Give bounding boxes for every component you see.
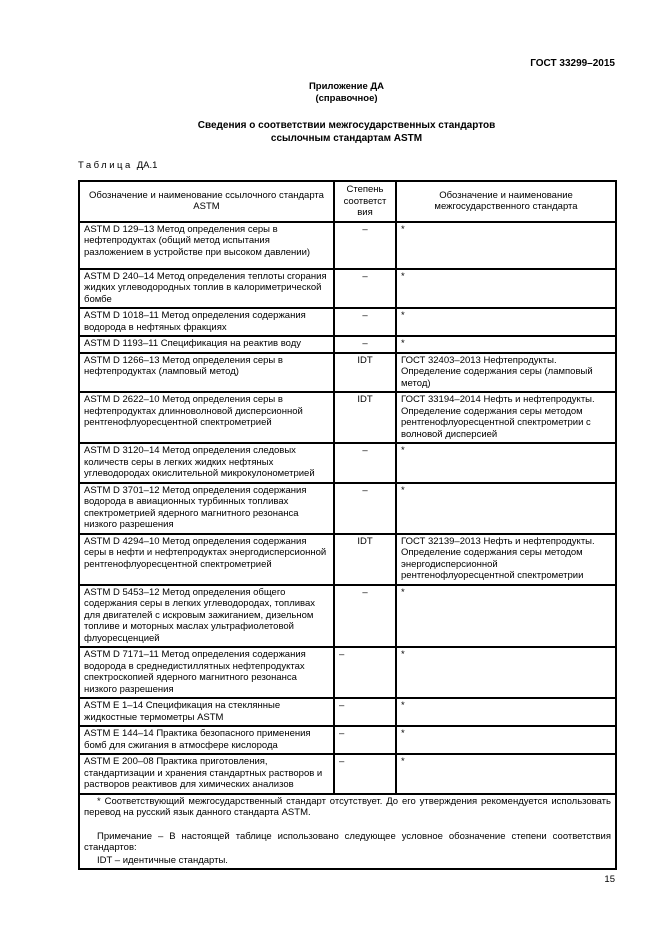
main-title-line2: ссылочным стандартам ASTM bbox=[270, 132, 423, 144]
gost-standard-cell: * bbox=[396, 308, 616, 336]
gost-standard-cell: * bbox=[396, 585, 616, 648]
gost-standard-cell: * bbox=[396, 647, 616, 698]
main-title bbox=[78, 119, 615, 145]
table-header bbox=[79, 181, 616, 222]
table-row bbox=[79, 585, 616, 648]
astm-standard-cell: ASTM D 1266–13 Метод определения серы в нефтепродуктах (ламповый метод) bbox=[79, 353, 334, 393]
degree-cell: – bbox=[334, 726, 396, 754]
footnote-text: * Соответствующий межгосударственный стандарт отсутствует. До его утверждения рекомендуется использовать перевод на русский язык данного стандарта ASTM. bbox=[84, 795, 611, 818]
note-text: Примечание – В настоящей таблице использовано следующее условное обозначение степени соответствия стандартов: bbox=[84, 830, 611, 853]
gost-standard-cell: * bbox=[396, 336, 616, 353]
degree-cell: – bbox=[334, 754, 396, 794]
table-row bbox=[79, 647, 616, 698]
footnote-row bbox=[79, 794, 616, 870]
degree-cell: – bbox=[334, 647, 396, 698]
main-title-line1: Сведения о соответствии межгосударственных стандартов bbox=[197, 119, 496, 131]
astm-standard-cell: ASTM D 3701–12 Метод определения содержания водорода в авиационных турбинных топливах спектрометрией ядерного магнитного резонанса низкого разрешения bbox=[79, 483, 334, 534]
table-row bbox=[79, 483, 616, 534]
gost-standard-cell: * bbox=[396, 726, 616, 754]
degree-cell: IDT bbox=[334, 392, 396, 443]
doc-code: ГОСТ 33299–2015 bbox=[530, 58, 615, 69]
table-header-row bbox=[79, 181, 616, 222]
table-caption bbox=[78, 160, 615, 172]
gost-standard-cell: * bbox=[396, 483, 616, 534]
table-row bbox=[79, 392, 616, 443]
gost-standard-cell: * bbox=[396, 698, 616, 726]
astm-standard-cell: ASTM D 1018–11 Метод определения содержания водорода в нефтяных фракциях bbox=[79, 308, 334, 336]
astm-standard-cell: ASTM D 5453–12 Метод определения общего содержания серы в легких углеводородах, топливах для двигателей с искровым зажиганием, дизельном топливе и моторных маслах ультрафиолетовой флуоресценцией bbox=[79, 585, 334, 648]
correspondence-table bbox=[78, 180, 617, 870]
degree-cell: – bbox=[334, 308, 396, 336]
table-row bbox=[79, 534, 616, 585]
degree-cell: – bbox=[334, 336, 396, 353]
degree-cell: – bbox=[334, 698, 396, 726]
degree-cell: IDT bbox=[334, 353, 396, 393]
table-row bbox=[79, 308, 616, 336]
degree-cell: – bbox=[334, 222, 396, 269]
astm-standard-cell: ASTM D 4294–10 Метод определения содержания серы в нефти и нефтепродуктах энергодисперсионной рентгенофлуоресцентной спектрометрией bbox=[79, 534, 334, 585]
gost-standard-cell: ГОСТ 32139–2013 Нефть и нефтепродукты. Определение содержания серы методом энергодисперсионной рентгенофлуоресцентной спектрометрии bbox=[396, 534, 616, 585]
astm-standard-cell: ASTM D 1193–11 Спецификация на реактив воду bbox=[79, 336, 334, 353]
table-row bbox=[79, 443, 616, 483]
appendix-block bbox=[78, 81, 615, 105]
table-row bbox=[79, 698, 616, 726]
astm-standard-cell: ASTM E 200–08 Практика приготовления, стандартизации и хранения стандартных растворов и растворов реактивов для химических анализов bbox=[79, 754, 334, 794]
header-gost-standard: Обозначение и наименование межгосударственного стандарта bbox=[396, 181, 616, 222]
astm-standard-cell: ASTM D 3120–14 Метод определения следовых количеств серы в легких жидких нефтяных углеводородах окислительной микрокулонометрией bbox=[79, 443, 334, 483]
degree-cell: IDT bbox=[334, 534, 396, 585]
astm-standard-cell: ASTM D 2622–10 Метод определения серы в нефтепродуктах длинноволновой дисперсионной рентгенофлуоресцентной спектрометрией bbox=[79, 392, 334, 443]
gost-standard-cell: * bbox=[396, 443, 616, 483]
table-footnote-section bbox=[79, 794, 616, 870]
astm-standard-cell: ASTM D 240–14 Метод определения теплоты сгорания жидких углеводородных топлив в калориметрической бомбе bbox=[79, 269, 334, 309]
gost-standard-cell: ГОСТ 33194–2014 Нефть и нефтепродукты. Определение содержания серы методом рентгенофлуоресцентной спектрометрии с волновой дисперсией bbox=[396, 392, 616, 443]
table-body bbox=[79, 222, 616, 794]
appendix-title: Приложение ДА bbox=[308, 80, 385, 92]
gost-standard-cell: * bbox=[396, 754, 616, 794]
degree-cell: – bbox=[334, 269, 396, 309]
note-idt-text: IDT – идентичные стандарты. bbox=[97, 854, 228, 866]
degree-cell: – bbox=[334, 443, 396, 483]
gost-standard-cell: ГОСТ 32403–2013 Нефтепродукты. Определение содержания серы (ламповый метод) bbox=[396, 353, 616, 393]
header-degree: Степень соответст вия bbox=[334, 181, 396, 222]
gost-standard-cell: * bbox=[396, 269, 616, 309]
footnote-cell bbox=[79, 794, 616, 870]
astm-standard-cell: ASTM E 144–14 Практика безопасного применения бомб для сжигания в атмосфере кислорода bbox=[79, 726, 334, 754]
gost-standard-cell: * bbox=[396, 222, 616, 269]
table-row bbox=[79, 726, 616, 754]
table-caption-number: ДА.1 bbox=[136, 159, 158, 171]
degree-cell: – bbox=[334, 483, 396, 534]
table-row bbox=[79, 269, 616, 309]
table-row bbox=[79, 353, 616, 393]
header-astm-standard: Обозначение и наименование ссылочного стандарта ASTM bbox=[79, 181, 334, 222]
page-number: 15 bbox=[604, 874, 615, 885]
table-row bbox=[79, 336, 616, 353]
table-row bbox=[79, 222, 616, 269]
appendix-subtitle: (справочное) bbox=[315, 92, 378, 104]
astm-standard-cell: ASTM E 1–14 Спецификация на стеклянные жидкостные термометры ASTM bbox=[79, 698, 334, 726]
table-caption-word: Таблица bbox=[78, 159, 133, 171]
astm-standard-cell: ASTM D 129–13 Метод определения серы в нефтепродуктах (общий метод испытания разложением в устройстве при высоком давлении) bbox=[79, 222, 334, 269]
degree-cell: – bbox=[334, 585, 396, 648]
table-row bbox=[79, 754, 616, 794]
astm-standard-cell: ASTM D 7171–11 Метод определения содержания водорода в среднедистиллятных нефтепродуктах спектроскопией ядерного магнитного резонанса низкого разрешения bbox=[79, 647, 334, 698]
